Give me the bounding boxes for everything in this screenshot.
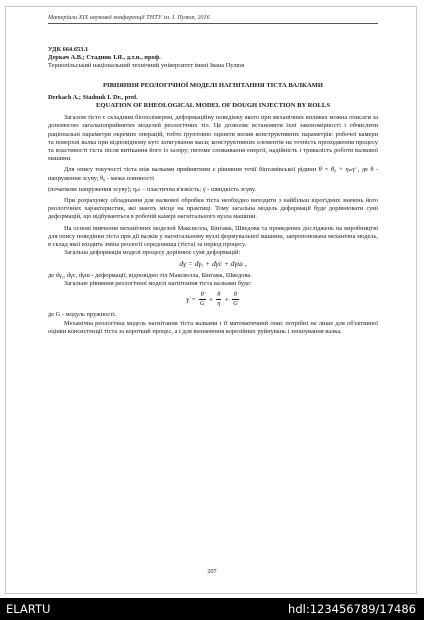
formula-bingham: θ = θ₀ + ηₚₗγ̇ , (318, 166, 360, 174)
affiliation: Тернопільський національний технічний університет імені Івана Пулюя (48, 62, 245, 70)
paragraph-4: На основі вивчення механічних моделей Максвелла, Бінгама, Шведова та проведених досліджень на виробництві для опису поведінки тіста при дії валків у нагнітальному вузлі формувальної машини, запропонована механічна модель, в склад якої входить зміна реології середовища (тіста) за період процесу. (48, 224, 378, 249)
fraction-1-denominator: G (199, 300, 205, 308)
paragraph-7: Загальне рівняння реологічної моделі нагнітання тіста валками буде: (64, 279, 252, 287)
paragraph-2-continued: (початкове напруження зсуву); ηₚₗ – пластична в'язкість; γ̇ - швидкість зсуву. (48, 185, 257, 193)
title-en: EQUATION OF RHEOLOGICAL MODEL OF DOUGH INJECTION BY ROLLS (96, 102, 330, 110)
fraction-2 (216, 291, 221, 308)
fraction-3 (232, 291, 239, 308)
paragraph-2-text: Для опису текучості тіста між валками прийнятним є рівняння течії бінгамівської рідини (64, 166, 317, 174)
header-rule (48, 23, 378, 24)
paragraph-2 (48, 166, 378, 182)
fraction-2-denominator: η (217, 300, 221, 308)
fraction-3-numerator: θ̇ (232, 291, 239, 300)
page-number: 207 (207, 568, 217, 575)
paragraph-8: де G - модуль пружності. (48, 311, 117, 319)
running-header: Матеріали XIX наукової конференції ТНТУ ім. І. Пулюя, 2016 (48, 14, 210, 21)
formula-lhs: γ̇ = (186, 294, 197, 304)
authors-ua: Деркач А.В.; Стадник І.Я., д.т.н., проф. (48, 54, 161, 62)
article-body (48, 46, 378, 336)
fraction-1 (199, 291, 206, 308)
formula-deformation-sum: dγ = dγₓ + dγc + dγш , (179, 259, 247, 269)
paragraph-2-definitions: де θ - напруження зсуву; θ₀ - межа плинності (48, 166, 378, 182)
repository-name: ELARTU (6, 602, 51, 616)
authors-en: Derkach A.; Stadnuk I. Dr., prof. (48, 93, 138, 101)
paragraph-6: де dγₓ, dγc, dγш - деформації, відповідно тіл Максвелла, Бінгама, Шведова. (48, 271, 252, 279)
title-ua: РІВНЯННЯ РЕОЛОГІЧНОЇ МОДЕЛІ НАГНІТАННЯ ТІСТА ВАЛКАМИ (103, 81, 323, 89)
paragraph-9: Механічна реологічна модель нагнітання тіста валками і її математичний опис потрібні не лише для об'єктивної оцінки консистенції тіста за короткий процес, а і для визначення корозійних руйнувань і зношування валка. (48, 319, 378, 335)
paragraph-3: При розрахунку обладнання для валкової обробки тіста необхідно виходити з найбільш вірогідних значень його реологічних характеристик, які мають місце на практиці. Тому загальна модель деформації буде дорівнювати сумі деформацій, що відбуваються в робочій камері нагнітального вузла машини. (48, 197, 378, 221)
formula-plus-1: + (208, 294, 214, 304)
udk-code: УДК 664.653.1 (48, 46, 89, 53)
fraction-1-numerator: θ̇ (199, 291, 206, 300)
repository-footer-bar (0, 598, 424, 620)
fraction-3-denominator: G (233, 300, 238, 308)
handle-identifier: hdl:123456789/17486 (288, 602, 416, 616)
formula-rheological-model (48, 291, 378, 308)
paragraph-1: Загалом тісто є складним біополімером, деформаційну поведінку якого при механічних впливах можна описати за допомогою загальноприйнятих моделей реологічних тіл. Це дозволяє встановити їхні закономірності і обчислити раціональні параметри окремих операцій, тобто ґрунтовно оцінити вплив конструктивних параметрів: робочої камери та поверхні валка при відповідному куті затягування маси; конструктивних елементів на точність проходження процесу та властивості тіста після витікання його із зазору; питоме споживання енергії, надійність і тривалість роботи валкової машини. (48, 114, 378, 163)
fraction-2-numerator: θ (216, 291, 221, 300)
paragraph-5: Загальна деформація моделі процесу дорівнює сумі деформацій: (64, 249, 241, 257)
formula-plus-2: + (224, 294, 230, 304)
